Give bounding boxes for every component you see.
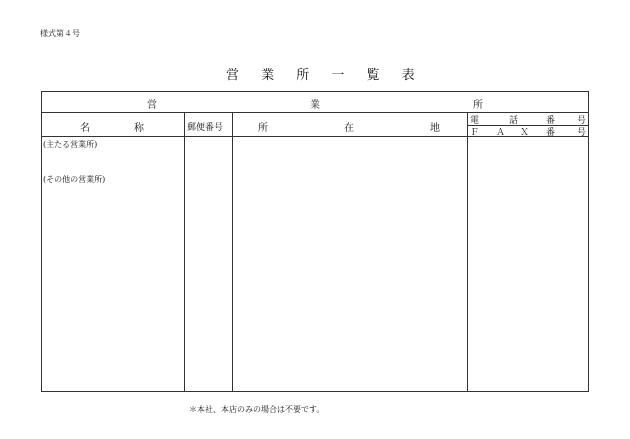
address-header-char-1: 所 — [258, 123, 268, 134]
fax-header-char-2: Ａ — [496, 128, 506, 138]
main-office-label: (主たる営業所) — [43, 140, 98, 149]
phone-header-char-3: 番 — [546, 116, 556, 126]
fax-header-char-1: Ｆ — [470, 128, 480, 138]
group-header-char-3: 所 — [473, 100, 483, 111]
name-header-char-1: 名 — [80, 123, 90, 134]
document-title: 営 業 所 一 覧 表 — [226, 68, 424, 83]
phone-header-char-4: 号 — [577, 116, 587, 126]
name-header-char-2: 称 — [134, 123, 144, 134]
header-divider-line — [41, 112, 589, 113]
fax-header-char-4: 番 — [546, 128, 556, 138]
footnote: ＊本社、本店のみの場合は不要です。 — [189, 405, 325, 414]
address-header-char-2: 在 — [344, 123, 354, 134]
column-header-bottom-line — [41, 136, 589, 137]
other-offices-label: (その他の営業所) — [43, 175, 106, 184]
group-header-char-2: 業 — [310, 100, 320, 111]
address-header-char-3: 地 — [430, 123, 440, 134]
fax-header-char-5: 号 — [577, 128, 587, 138]
form-number: 様式第４号 — [40, 29, 80, 38]
fax-header-char-3: Ｘ — [520, 128, 530, 138]
postal-code-header: 郵便番号 — [187, 123, 224, 133]
phone-header-char-1: 電 — [470, 116, 480, 126]
column-divider-name — [184, 112, 185, 392]
column-divider-postal — [232, 112, 233, 392]
phone-header-char-2: 話 — [509, 116, 519, 126]
group-header-char-1: 営 — [147, 100, 157, 111]
column-divider-address — [467, 112, 468, 392]
